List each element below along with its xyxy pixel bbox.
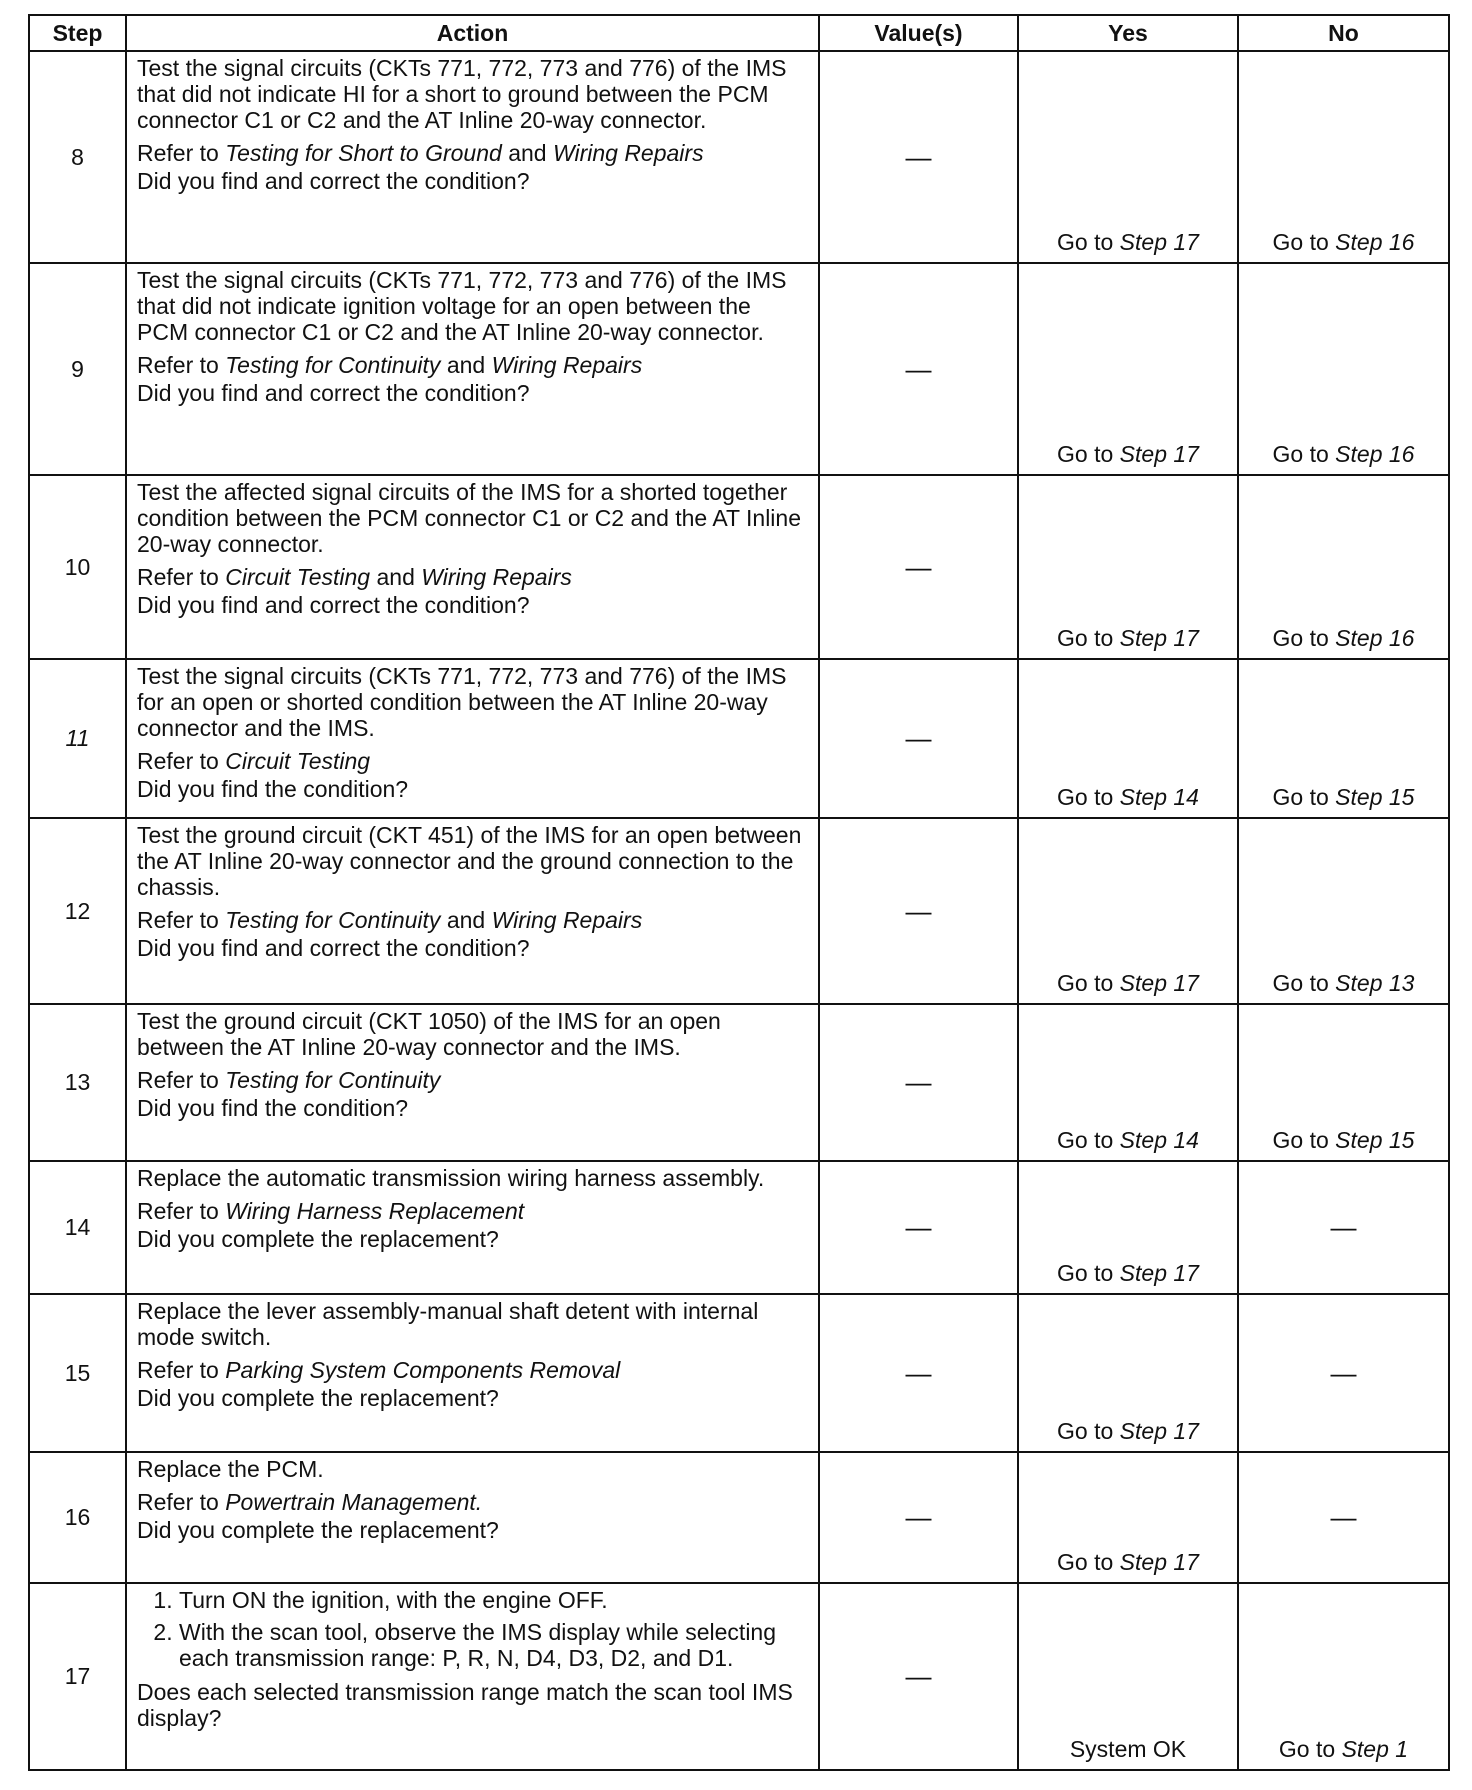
reference-line [137,352,808,378]
no-cell [1238,1583,1449,1770]
go-to-label: Go to [1057,229,1114,255]
go-to-label: Go to [1278,1736,1336,1762]
refer-label: Refer to [137,140,219,166]
no-cell: — [1238,1452,1449,1583]
no-cell [1238,475,1449,659]
reference-link[interactable]: Circuit Testing [225,564,371,590]
step-number: 14 [29,1161,126,1294]
question-text: Did you find and correct the condition? [137,592,530,618]
value-cell: — [819,51,1018,263]
yes-step-link[interactable]: Step 14 [1119,784,1199,810]
step-number: 15 [29,1294,126,1452]
value-cell: — [819,475,1018,659]
question-text: Does each selected transmission range match the scan tool IMS display? [137,1679,793,1731]
go-to-label: Go to [1057,784,1114,810]
no-step-link[interactable]: Step 1 [1341,1736,1409,1762]
go-to-label: Go to [1272,441,1329,467]
reference-line [137,1067,808,1093]
question-text: Did you complete the replacement? [137,1385,499,1411]
yes-cell [1018,263,1238,475]
action-text: Test the affected signal circuits of the IMS for a shorted together condition between the PCM connector C1 or C2 and the AT Inline 20-way connector. [137,479,801,557]
reference-link[interactable]: Wiring Repairs [491,352,643,378]
reference-link[interactable]: Testing for Continuity [225,1067,441,1093]
reference-link[interactable]: Powertrain Management. [225,1489,483,1515]
action-cell [126,1294,819,1452]
go-to-label: Go to [1057,441,1114,467]
action-text: Test the signal circuits (CKTs 771, 772, 773 and 776) of the IMS for an open or shorted condition between the AT Inline 20-way connector and the IMS. [137,663,787,741]
no-cell: — [1238,1294,1449,1452]
go-to-label: Go to [1057,1418,1114,1444]
step-number: 8 [29,51,126,263]
value-cell: — [819,1161,1018,1294]
and-label: and [446,907,486,933]
step-number: 17 [29,1583,126,1770]
action-text: Replace the lever assembly-manual shaft detent with internal mode switch. [137,1298,759,1350]
table-row [29,1004,1449,1161]
question-text: Did you find and correct the condition? [137,380,530,406]
refer-label: Refer to [137,564,219,590]
value-cell: — [819,1004,1018,1161]
go-to-label: Go to [1272,1127,1329,1153]
value-cell: — [819,659,1018,818]
go-to-label: Go to [1057,1549,1114,1575]
reference-link[interactable]: Parking System Components Removal [225,1357,621,1383]
action-cell [126,1161,819,1294]
table-row [29,1583,1449,1770]
yes-cell [1018,1452,1238,1583]
diagnostic-table [28,14,1450,1771]
diagnostic-table-page [28,14,1448,1771]
reference-link[interactable]: Wiring Harness Replacement [225,1198,525,1224]
no-cell: — [1238,1161,1449,1294]
no-step-link[interactable]: Step 16 [1335,441,1415,467]
step-number: 13 [29,1004,126,1161]
action-cell [126,1583,819,1770]
procedure-list [137,1587,808,1677]
reference-line [137,1489,808,1515]
header-yes: Yes [1018,15,1238,51]
yes-step-link[interactable]: Step 17 [1119,970,1199,996]
reference-line [137,907,808,933]
reference-link[interactable]: Testing for Short to Ground [225,140,502,166]
table-row [29,1294,1449,1452]
yes-step-link[interactable]: Step 14 [1119,1127,1199,1153]
yes-cell [1018,1161,1238,1294]
refer-label: Refer to [137,748,219,774]
no-cell [1238,1004,1449,1161]
refer-label: Refer to [137,1067,219,1093]
no-cell [1238,659,1449,818]
reference-link[interactable]: Wiring Repairs [421,564,572,590]
action-cell [126,818,819,1004]
step-number: 11 [29,659,126,818]
table-row [29,1452,1449,1583]
go-to-label: Go to [1057,1127,1114,1153]
action-cell [126,1004,819,1161]
reference-link[interactable]: Wiring Repairs [552,140,704,166]
go-to-label: Go to [1272,229,1329,255]
action-cell [126,659,819,818]
no-step-link[interactable]: Step 15 [1335,1127,1415,1153]
and-label: and [376,564,415,590]
step-number: 16 [29,1452,126,1583]
list-item: 1. Turn ON the ignition, with the engine OFF. [179,1587,808,1613]
reference-link[interactable]: Testing for Continuity [225,907,441,933]
table-row [29,51,1449,263]
value-cell: — [819,1452,1018,1583]
action-text: Test the signal circuits (CKTs 771, 772, 773 and 776) of the IMS that did not indicate ignition voltage for an open between the PCM connector C1 or C2 and the AT Inline 20-way connector. [137,267,787,345]
go-to-label: Go to [1057,1260,1114,1286]
reference-line [137,140,808,166]
table-row [29,659,1449,818]
no-cell [1238,818,1449,1004]
action-cell [126,475,819,659]
header-no: No [1238,15,1449,51]
no-cell [1238,263,1449,475]
yes-cell [1018,1294,1238,1452]
reference-line [137,1198,808,1224]
go-to-label: Go to [1272,784,1329,810]
yes-step-link[interactable]: Step 17 [1119,1418,1199,1444]
question-text: Did you find the condition? [137,1095,409,1121]
go-to-label: Go to [1057,970,1114,996]
no-step-link[interactable]: Step 15 [1335,784,1415,810]
go-to-label: Go to [1272,970,1329,996]
question-text: Did you find and correct the condition? [137,935,530,961]
list-item: 2. With the scan tool, observe the IMS display while selecting each transmission range: P, R, N, D4, D3, D2, and D1. [179,1619,808,1671]
reference-line [137,748,808,774]
yes-cell [1018,1004,1238,1161]
header-values: Value(s) [819,15,1018,51]
reference-link[interactable]: Testing for Continuity [225,352,441,378]
no-step-link[interactable]: Step 16 [1335,625,1415,651]
value-cell: — [819,1583,1018,1770]
yes-step-link[interactable]: Step 17 [1119,229,1199,255]
step-number: 10 [29,475,126,659]
yes-step-link[interactable]: Step 17 [1119,441,1199,467]
yes-cell [1018,475,1238,659]
header-step: Step [29,15,126,51]
table-row [29,475,1449,659]
yes-cell: System OK [1018,1583,1238,1770]
no-step-link[interactable]: Step 16 [1335,229,1415,255]
table-row [29,1161,1449,1294]
action-cell [126,263,819,475]
header-action: Action [126,15,819,51]
action-text: Replace the automatic transmission wiring harness assembly. [137,1165,765,1191]
reference-link[interactable]: Wiring Repairs [491,907,643,933]
question-text: Did you complete the replacement? [137,1226,499,1252]
action-text: Replace the PCM. [137,1456,324,1482]
refer-label: Refer to [137,1357,219,1383]
yes-cell [1018,51,1238,263]
question-text: Did you find and correct the condition? [137,168,530,194]
refer-label: Refer to [137,907,219,933]
table-row [29,818,1449,1004]
action-text: Test the ground circuit (CKT 451) of the IMS for an open between the AT Inline 20-way connector and the ground connection to the chassis. [137,822,802,900]
value-cell: — [819,1294,1018,1452]
value-cell: — [819,818,1018,1004]
yes-cell [1018,659,1238,818]
action-cell [126,1452,819,1583]
table-row [29,263,1449,475]
and-label: and [508,140,547,166]
refer-label: Refer to [137,352,219,378]
reference-line [137,1357,808,1383]
yes-step-link[interactable]: Step 17 [1119,1549,1199,1575]
no-cell [1238,51,1449,263]
go-to-label: Go to [1272,625,1329,651]
yes-step-link[interactable]: Step 17 [1119,1260,1199,1286]
and-label: and [446,352,486,378]
header-row [29,15,1449,51]
action-cell [126,51,819,263]
refer-label: Refer to [137,1198,219,1224]
step-number: 12 [29,818,126,1004]
no-step-link[interactable]: Step 13 [1335,970,1415,996]
reference-link[interactable]: Circuit Testing [225,748,371,774]
reference-line [137,564,808,590]
step-number: 9 [29,263,126,475]
question-text: Did you find the condition? [137,776,409,802]
yes-step-link[interactable]: Step 17 [1119,625,1199,651]
action-text: Test the signal circuits (CKTs 771, 772, 773 and 776) of the IMS that did not indicate HI for a short to ground between the PCM connector C1 or C2 and the AT Inline 20-way connector. [137,55,787,133]
go-to-label: Go to [1057,625,1114,651]
yes-cell [1018,818,1238,1004]
question-text: Did you complete the replacement? [137,1517,499,1543]
value-cell: — [819,263,1018,475]
refer-label: Refer to [137,1489,219,1515]
action-text: Test the ground circuit (CKT 1050) of the IMS for an open between the AT Inline 20-way connector and the IMS. [137,1008,721,1060]
